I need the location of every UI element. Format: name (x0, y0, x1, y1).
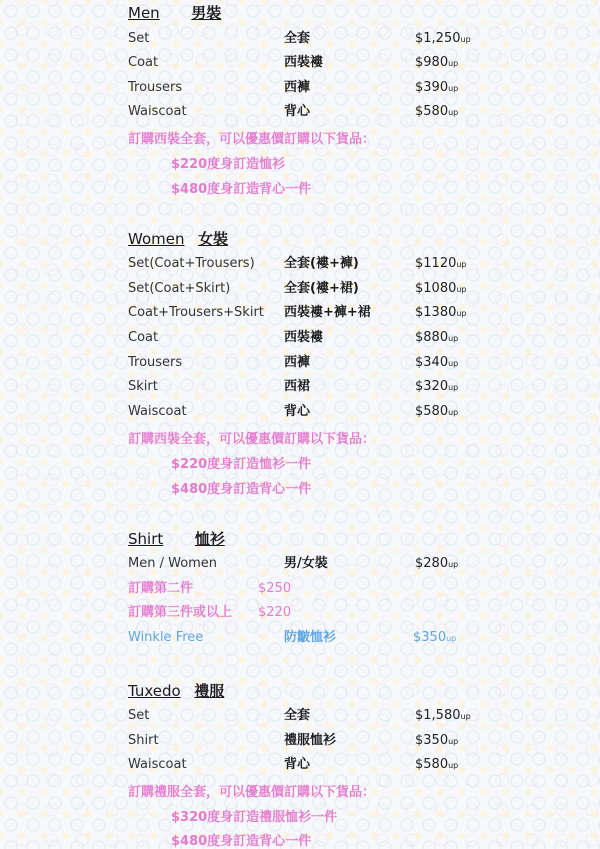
women-title-zh: 女裝 (198, 230, 229, 248)
women-title-en: Women (128, 230, 185, 248)
tuxedo-promo-item: $320度身訂造禮服恤衫一件 (171, 810, 338, 825)
item-price: $580up (415, 757, 459, 772)
item-name: Coat (128, 330, 159, 345)
item-name-zh: 背心 (284, 404, 311, 419)
tuxedo-title-zh: 禮服 (194, 682, 225, 700)
item-name-zh: 西褲 (284, 80, 311, 95)
item-name-zh: 西褲 (284, 355, 311, 370)
item-name: Trousers (128, 80, 183, 95)
item-price: $350up (415, 733, 459, 748)
item-price: $580up (415, 104, 459, 119)
item-name-zh: 背心 (284, 104, 311, 119)
item-price: $980up (415, 55, 459, 70)
item-name-zh: 背心 (284, 757, 311, 772)
men-promo-item: $220度身訂造恤衫 (171, 157, 286, 172)
shirt-title-en: Shirt (128, 530, 164, 548)
item-name-zh: 全套(褸+褲) (284, 256, 359, 271)
shirt-section-title (128, 528, 225, 549)
item-name: Skirt (128, 379, 158, 394)
wrinkle-price: $350up (413, 630, 457, 645)
third-price: $220 (258, 605, 292, 620)
women-promo-item: $220度身訂造恤衫一件 (171, 457, 312, 472)
item-name: Waiscoat (128, 404, 187, 419)
item-name: Set(Coat+Trousers) (128, 256, 255, 271)
tuxedo-section-title (128, 680, 224, 701)
men-section-title (128, 2, 221, 23)
item-name: Set(Coat+Skirt) (128, 281, 231, 296)
item-price: $390up (415, 80, 459, 95)
men-title-zh: 男裝 (191, 4, 222, 22)
wrinkle-name-zh: 防皺恤衫 (284, 630, 337, 645)
item-name-zh: 西裙 (284, 379, 311, 394)
women-promo: 訂購西裝全套，可以優惠價訂購以下貨品： (128, 432, 376, 447)
item-name-zh: 西裝褸+褲+裙 (284, 305, 371, 320)
item-price: $580up (415, 404, 459, 419)
men-title-en: Men (128, 4, 160, 22)
item-name-zh: 男/女裝 (284, 556, 328, 571)
item-name: Coat (128, 55, 159, 70)
men-promo: 訂購西裝全套，可以優惠價訂購以下貨品： (128, 132, 376, 147)
tuxedo-title-en: Tuxedo (128, 682, 181, 700)
item-name: Trousers (128, 355, 183, 370)
item-price: $1120up (415, 256, 467, 271)
item-price: $1,250up (415, 31, 471, 46)
item-price: $340up (415, 355, 459, 370)
item-name: Set (128, 31, 150, 46)
second-price: $250 (258, 581, 292, 596)
wrinkle-name: Winkle Free (128, 630, 204, 645)
item-name-zh: 全套 (284, 708, 311, 723)
item-name: Coat+Trousers+Skirt (128, 305, 264, 320)
shirt-title-zh: 恤衫 (194, 530, 225, 548)
women-promo-item: $480度身訂造背心一件 (171, 482, 312, 497)
item-name: Men / Women (128, 556, 218, 571)
tuxedo-promo-item: $480度身訂造背心一件 (171, 834, 312, 849)
men-promo-item: $480度身訂造背心一件 (171, 182, 312, 197)
item-name-zh: 西裝褸 (284, 330, 324, 345)
item-price: $280up (415, 556, 459, 571)
item-price: $320up (415, 379, 459, 394)
item-name: Waiscoat (128, 757, 187, 772)
item-name: Set (128, 708, 150, 723)
item-name-zh: 禮服恤衫 (284, 733, 337, 748)
item-price: $880up (415, 330, 459, 345)
item-name-zh: 全套 (284, 31, 311, 46)
women-section-title (128, 228, 228, 249)
item-name: Shirt (128, 733, 159, 748)
item-price: $1,580up (415, 708, 471, 723)
item-name-zh: 西裝褸 (284, 55, 324, 70)
third-label: 訂購第三件或以上 (128, 605, 233, 620)
item-name: Waiscoat (128, 104, 187, 119)
second-label: 訂購第二件 (128, 581, 194, 596)
item-name-zh: 全套(褸+裙) (284, 281, 359, 296)
item-price: $1080up (415, 281, 467, 296)
tuxedo-promo: 訂購禮服全套，可以優惠價訂購以下貨品： (128, 785, 376, 800)
item-price: $1380up (415, 305, 467, 320)
